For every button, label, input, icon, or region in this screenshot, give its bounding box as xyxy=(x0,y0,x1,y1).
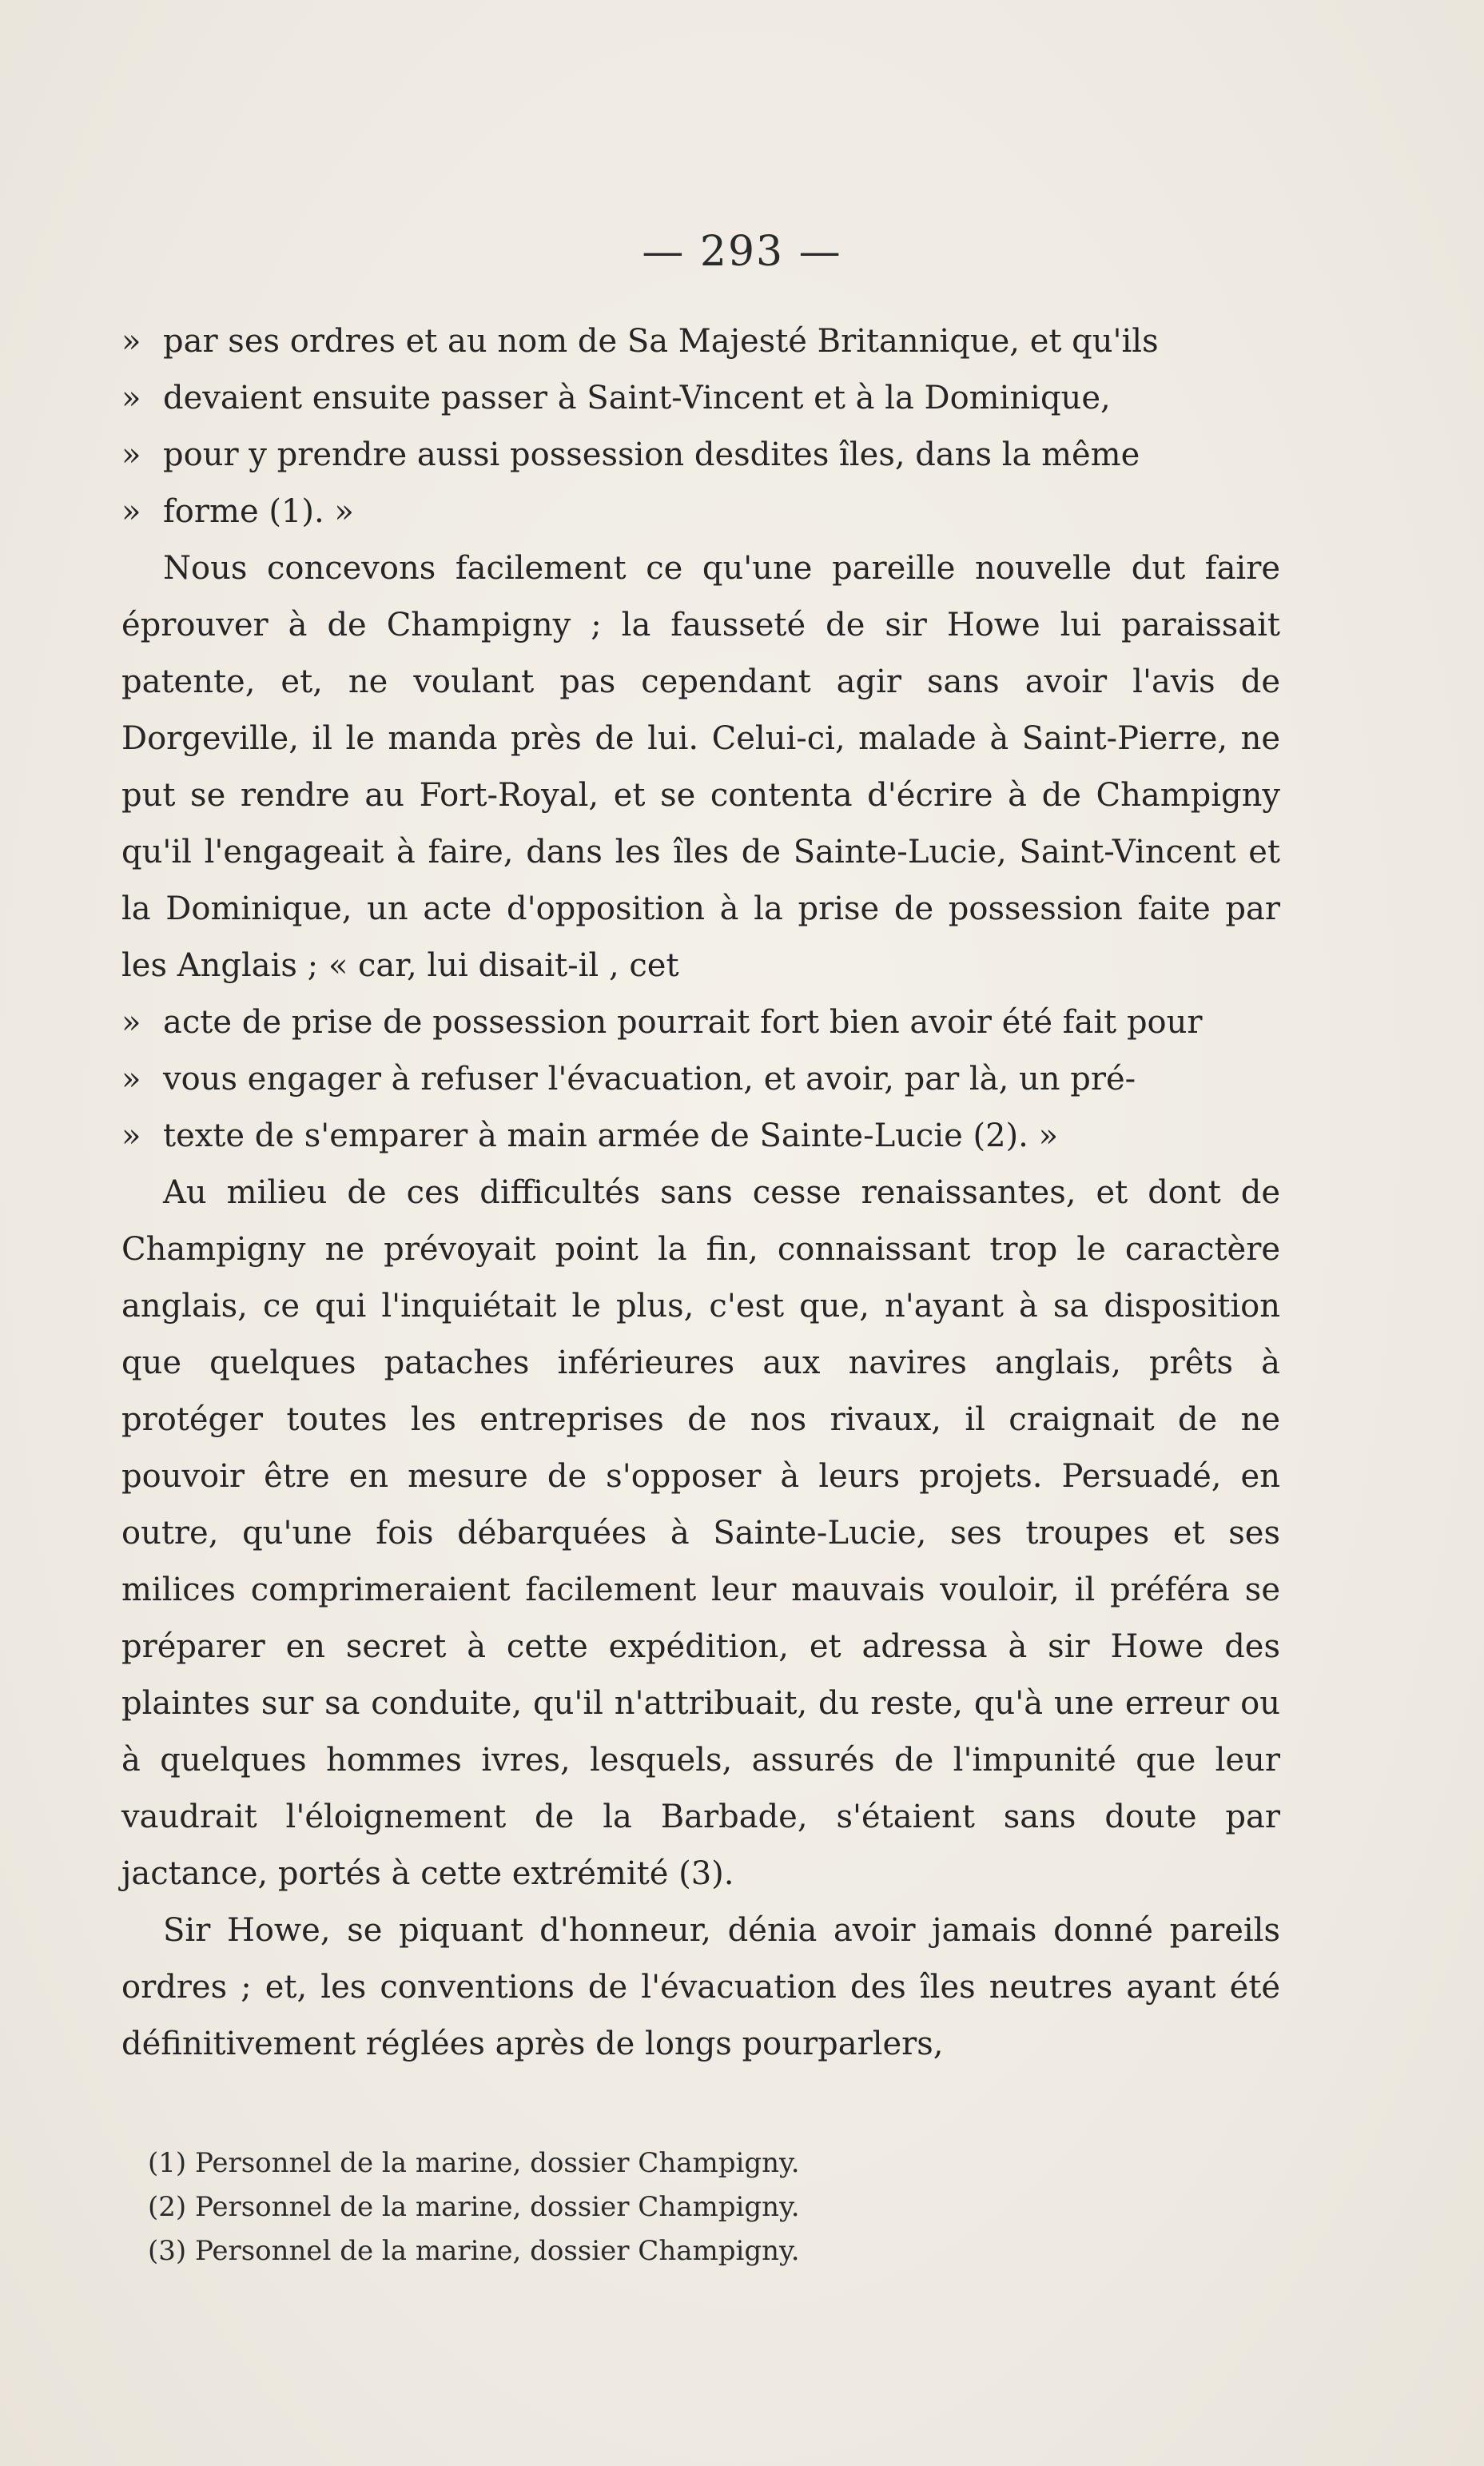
paragraph: Sir Howe, se piquant d'honneur, dénia avoir jamais donné pareils ordres ; et, les conventions de l'évacuation des îles neutres ayant été définitivement réglées après de longs pourparlers, xyxy=(121,1912,1280,2062)
body-text xyxy=(121,313,1280,2073)
footnote: (2) Personnel de la marine, dossier Champigny. xyxy=(148,2191,800,2223)
footnote: (3) Personnel de la marine, dossier Champigny. xyxy=(148,2235,800,2267)
footnote: (1) Personnel de la marine, dossier Champigny. xyxy=(148,2147,800,2179)
quote-line: » devaient ensuite passer à Saint-Vincent et à la Dominique, xyxy=(121,370,1280,427)
footnotes xyxy=(148,2141,1267,2273)
quote-line: » forme (1). » xyxy=(121,484,1280,540)
quote-line: » vous engager à refuser l'évacuation, et avoir, par là, un pré- xyxy=(121,1051,1280,1108)
quote-line: » acte de prise de possession pourrait fort bien avoir été fait pour xyxy=(121,994,1280,1051)
paragraph: Nous concevons facilement ce qu'une pareille nouvelle dut faire éprouver à de Champigny ; la fausseté de sir Howe lui paraissait patente, et, ne voulant pas cependant agir sans avoir l'avis de Dorgeville, il le manda près de lui. Celui-ci, malade à Saint-Pierre, ne put se rendre au Fort-Royal, et se contenta d'écrire à de Champigny qu'il l'engageait à faire, dans les îles de Sainte-Lucie, Saint-Vincent et la Dominique, un acte d'opposition à la prise de possession faite par les Anglais ; « car, lui disait-il , cet xyxy=(121,550,1280,984)
quote-line: » pour y prendre aussi possession desdites îles, dans la même xyxy=(121,427,1280,484)
quote-line: » par ses ordres et au nom de Sa Majesté Britannique, et qu'ils xyxy=(121,313,1280,370)
quote-line: » texte de s'emparer à main armée de Sainte-Lucie (2). » xyxy=(121,1108,1280,1165)
paragraph: Au milieu de ces difficultés sans cesse renaissantes, et dont de Champigny ne prévoyait point la fin, connaissant trop le caractère anglais, ce qui l'inquiétait le plus, c'est que, n'ayant à sa disposition que quelques pataches inférieures aux navires anglais, prêts à protéger toutes les entreprises de nos rivaux, il craignait de ne pouvoir être en mesure de s'opposer à leurs projets. Persuadé, en outre, qu'une fois débarquées à Sainte-Lucie, ses troupes et ses milices comprimeraient facilement leur mauvais vouloir, il préféra se préparer en secret à cette expédition, et adressa à sir Howe des plaintes sur sa conduite, qu'il n'attribuait, du reste, qu'à une erreur ou à quelques hommes ivres, lesquels, assurés de l'impunité que leur vaudrait l'éloignement de la Barbade, s'étaient sans doute par jactance, portés à cette extrémité (3). xyxy=(121,1174,1280,1892)
page-number: — 293 — xyxy=(642,228,842,276)
